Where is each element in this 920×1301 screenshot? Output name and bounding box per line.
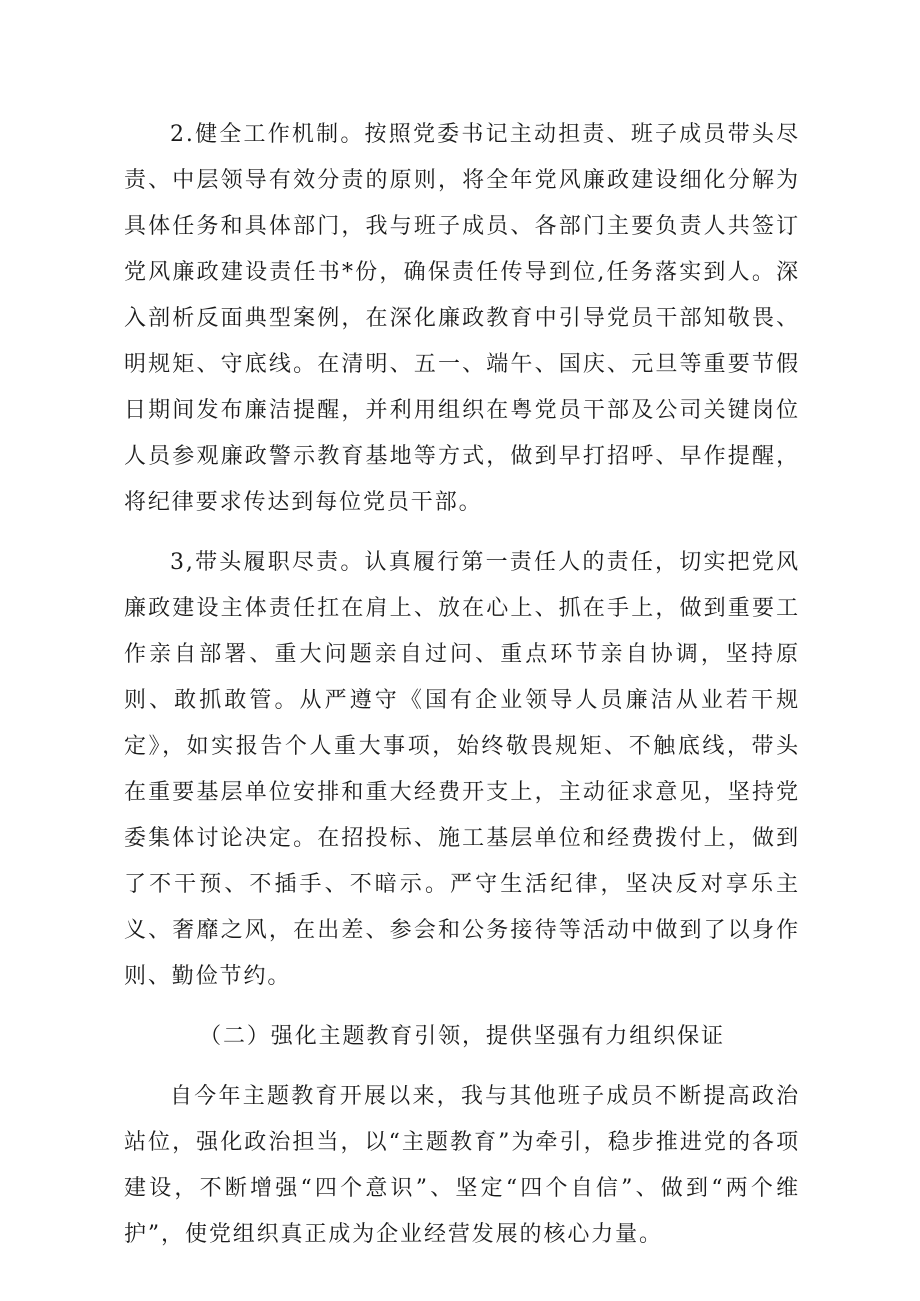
paragraph-lead-duty: 3,带头履职尽责。认真履行第一责任人的责任，切实把党风廉政建设主体责任扛在肩上、放在心上、抓在手上，做到重要工作亲自部署、重大问题亲自过问、重点环节亲自协调，坚持原则、敢抓敢管。从严遵守《国有企业领导人员廉洁从业若干规定》，如实报告个人重大事项，始终敬畏规矩、不触底线，带头在重要基层单位安排和重大经费开支上，主动征求意见，坚持党委集体讨论决定。在招投标、施工基层单位和经费拨付上，做到了不干预、不插手、不暗示。严守生活纪律，坚决反对享乐主义、奢靡之风，在出差、参会和公务接待等活动中做到了以身作则、勤俭节约。 <box>124 550 800 989</box>
paragraph-theme-education: 自今年主题教育开展以来，我与其他班子成员不断提高政治站位，强化政治担当，以“主题教育”为牵引，稳步推进党的各项建设，不断增强“四个意识”、坚定“四个自信”、做到“两个维护”，使党组织真正成为企业经营发展的核心力量。 <box>124 1084 800 1247</box>
paragraph-work-mechanism: 2.健全工作机制。按照党委书记主动担责、班子成员带头尽责、中层领导有效分责的原则，将全年党风廉政建设细化分解为具体任务和具体部门，我与班子成员、各部门主要负责人共签订党风廉政建设责任书*份，确保责任传导到位,任务落实到人。深入剖析反面典型案例，在深化廉政教育中引导党员干部知敬畏、明规矩、守底线。在清明、五一、端午、国庆、元旦等重要节假日期间发布廉洁提醒，并利用组织在粤党员干部及公司关键岗位人员参观廉政警示教育基地等方式，做到早打招呼、早作提醒，将纪律要求传达到每位党员干部。 <box>124 122 800 515</box>
section-heading: （二）强化主题教育引领，提供坚强有力组织保证 <box>199 1024 725 1049</box>
document-body <box>124 112 800 1258</box>
